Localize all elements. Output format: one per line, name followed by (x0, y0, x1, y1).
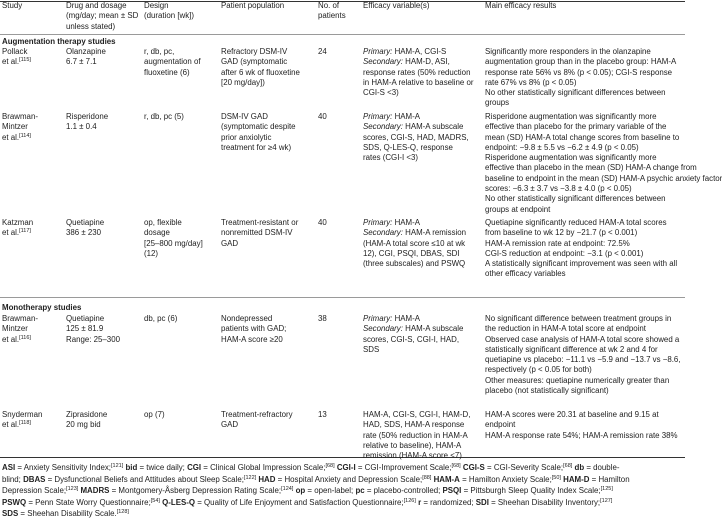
efficacy-text: scores, CGI-S, CGI-I, HAD, (363, 334, 460, 344)
efficacy-text: HAM-A (392, 218, 420, 227)
header-design: Design (duration [wk]) (144, 1, 194, 21)
row-efficacy-variables (363, 112, 469, 163)
efficacy-text: SDS, Q-LES-Q, response (363, 142, 453, 152)
footnote-line: Depression Scale;[123] MADRS = Montgomery-Åsberg Depression Rating Scale;[124] op = open-label; pc = placebo-controlled; PSQI = Pittsburgh Sleep Quality Index Scale;[125] (2, 486, 613, 496)
efficacy-text: SDS (363, 344, 380, 354)
efficacy-text: (HAM-A total score ≤10 at wk (363, 238, 466, 248)
efficacy-text: rate (50% reduction in HAM-A (363, 430, 468, 440)
row-patient-count: 13 (318, 410, 327, 419)
footnote-line: ASI = Anxiety Sensitivity Index;[121] bid = twice daily; CGI = Clinical Global Impression Scale;[68] CGI-I = CGI-Improvement Scale;[68] CGI-S = CGI-Severity Scale;[68] db = double- (2, 463, 620, 472)
row-efficacy-results: Quetiapine significantly reduced HAM-A total scores from baseline to wk 12 by −21.7 (p < 0.001) HAM-A remission rate at endpoint: 72.5% CGI-S reduction at endpoint: −3.1 (p < 0.001) A statistically significant improvement was seen with all other efficacy variables (485, 218, 678, 279)
row-design: r, db, pc (5) (144, 112, 184, 121)
table-bottom-rule (0, 457, 685, 458)
row-design: r, db, pc, augmentation of fluoxetine (6) (144, 47, 201, 77)
efficacy-prefix: Secondary: (363, 228, 403, 238)
efficacy-text: HAM-A (392, 112, 420, 121)
header-results: Main efficacy results (485, 1, 557, 10)
efficacy-text: rates (CGI-I <3) (363, 153, 419, 163)
efficacy-text: (three subscales) and PSWQ (363, 259, 466, 269)
row-drug-dosage: Quetiapine 125 ± 81.9 Range: 25–300 (66, 314, 120, 344)
header-drug: Drug and dosage (mg/day; mean ± SD unless stated) (66, 1, 139, 31)
efficacy-prefix: Primary: (363, 218, 393, 227)
efficacy-prefix: Secondary: (363, 57, 403, 67)
row-drug-dosage: Quetiapine 386 ± 230 (66, 218, 105, 238)
row-drug-dosage: Ziprasidone 20 mg bid (66, 410, 108, 430)
row-study: Snyderman et al.[118] (2, 410, 43, 430)
efficacy-text: HAM-A, CGI-S (392, 47, 447, 56)
row-efficacy-variables (363, 314, 463, 355)
efficacy-text: response rates (50% reduction (363, 67, 471, 77)
row-patient-count: 24 (318, 47, 327, 56)
section-title-monotherapy: Monotherapy studies (2, 303, 82, 312)
row-population: DSM-IV GAD (symptomatic despite prior anxiolytic treatment for ≥4 wk) (221, 112, 296, 152)
efficacy-text: HAM-A subscale (402, 122, 464, 132)
efficacy-text: HAM-A subscale (402, 324, 464, 334)
row-efficacy-results: No significant difference between treatment groups in the reduction in HAM-A total score at endpoint Observed case analysis of HAM-A total score showed a statistically significant difference at wk 2 and 4 for quetiapine vs placebo: −11.1 vs −5.9 and −13.7 vs −8.6, respectively (p < 0.05 for both) Other measures: quetiapine numerically greater than placebo (not statistically significant) (485, 314, 681, 396)
header-study: Study (2, 1, 23, 10)
row-study: Brawman- Mintzer et al.[114] (2, 112, 38, 142)
footnote-line: SDS = Sheehan Disability Scale.[128] (2, 509, 129, 519)
row-study: Brawman- Mintzer et al.[116] (2, 314, 38, 344)
row-design: db, pc (6) (144, 314, 178, 323)
efficacy-text: relative to baseline), HAM-A (363, 440, 462, 450)
row-population: Treatment-resistant or nonremitted DSM-IV GAD (221, 218, 299, 248)
row-population: Refractory DSM-IV GAD (symptomatic after 6 wk of fluoxetine [20 mg/day]) (221, 47, 300, 87)
row-design: op (7) (144, 410, 165, 419)
row-design: op, flexible dosage [25–800 mg/day] (12) (144, 218, 203, 258)
efficacy-text: in HAM-A relative to baseline or (363, 77, 474, 87)
efficacy-text: HAM-A remission (402, 228, 467, 238)
row-patient-count: 40 (318, 112, 327, 121)
efficacy-text: remission (HAM-A score <7) (363, 451, 462, 461)
efficacy-prefix: Secondary: (363, 324, 403, 334)
footnote-line: PSWQ = Penn State Worry Questionnaire;[54] Q-LES-Q = Quality of Life Enjoyment and Satisfaction Questionnaire;[126] r = randomized; SDI = Sheehan Disability Inventory;[127] (2, 497, 613, 507)
row-efficacy-variables (363, 47, 474, 98)
efficacy-text: 12), CGI, PSQI, DBAS, SDI (363, 248, 460, 258)
row-patient-count: 38 (318, 314, 327, 323)
efficacy-text: HAD, SDS, HAM-A response (363, 420, 465, 430)
row-drug-dosage: Risperidone 1.1 ± 0.4 (66, 112, 109, 132)
section-divider (0, 297, 685, 298)
header-population: Patient population (221, 1, 285, 10)
row-efficacy-variables (363, 218, 466, 269)
row-efficacy-variables (363, 410, 470, 461)
efficacy-prefix: Primary: (363, 47, 393, 56)
section-title-augmentation: Augmentation therapy studies (2, 37, 116, 46)
efficacy-text: HAM-A, CGI-S, CGI-I, HAM-D, (363, 410, 471, 419)
row-population: Treatment-refractory GAD (221, 410, 293, 430)
row-population: Nondepressed patients with GAD; HAM-A score ≥20 (221, 314, 287, 344)
efficacy-prefix: Primary: (363, 314, 393, 323)
row-study: Pollack et al.[115] (2, 47, 31, 67)
efficacy-text: CGI-S <3) (363, 88, 399, 98)
row-efficacy-results: Significantly more responders in the olanzapine augmentation group than in the placebo group: HAM-A response rate 56% vs 8% (p < 0.05); CGI-S response rate 67% vs 8% (p < 0.05) No other statistically significant differences between groups (485, 47, 677, 108)
row-study: Katzman et al.[117] (2, 218, 34, 238)
efficacy-text: HAM-A (392, 314, 420, 323)
row-drug-dosage: Olanzapine 6.7 ± 7.1 (66, 47, 106, 67)
efficacy-prefix: Secondary: (363, 122, 403, 132)
footnote-line: blind; DBAS = Dysfunctional Beliefs and Attitudes about Sleep Scale;[122] HAD = Hospital Anxiety and Depression Scale;[88] HAM-A = Hamilton Anxiety Scale;[50] HAM-D = Hamilton (2, 474, 630, 484)
header-efficacy: Efficacy variable(s) (363, 1, 430, 10)
header-patients: No. of patients (318, 1, 346, 21)
efficacy-text: HAM-D, ASI, (402, 57, 450, 67)
efficacy-prefix: Primary: (363, 112, 393, 121)
efficacy-text: scores, CGI-S, HAD, MADRS, (363, 132, 469, 142)
row-patient-count: 40 (318, 218, 327, 227)
row-efficacy-results: HAM-A scores were 20.31 at baseline and 9.15 at endpoint HAM-A response rate 54%; HAM-A remission rate 38% (485, 410, 678, 440)
header-bottom-rule (0, 34, 685, 35)
row-efficacy-results: Risperidone augmentation was significantly more effective than placebo for the primary variable of the mean (SD) HAM-A total change scores from baseline to endpoint: −9.8 ± 5.5 vs −6.2 ± 4.9 (p < 0.05) Risperidone augmentation was significantly more effective than placebo in the mean (SD) HAM-A change from baseline to endpoint in the mean (SD) HAM-A psychic anxiety factor scores: −6.3 ± 3.7 vs −3.8 ± 4.0 (p < 0.05) No other statistically significant differences between groups at endpoint (485, 112, 722, 214)
